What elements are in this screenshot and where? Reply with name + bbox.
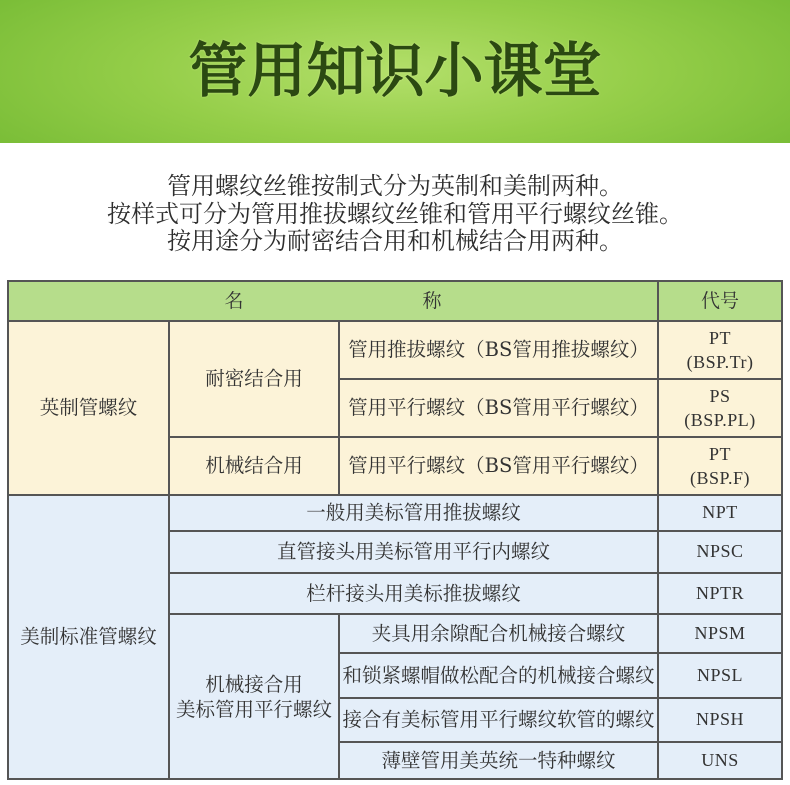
use-line: 美标管用平行螺纹 — [175, 697, 332, 721]
thread-code: UNS — [658, 742, 782, 779]
thread-name: 和锁紧螺帽做松配合的机械接合螺纹 — [339, 653, 658, 698]
thread-name: 接合有美标管用平行螺纹软管的螺纹 — [339, 698, 658, 742]
header-name-cell — [8, 281, 658, 321]
intro-line: 按用途分为耐密结合用和机械结合用两种。 — [167, 227, 623, 255]
thread-code — [658, 321, 782, 379]
thread-code — [658, 379, 782, 437]
header-name-char: 名 — [224, 289, 244, 312]
title-banner — [0, 0, 790, 143]
use-mechanical-american — [169, 614, 339, 779]
code-main: PT — [709, 444, 732, 464]
use-line: 机械接合用 — [205, 672, 303, 696]
thread-name: 管用平行螺纹（BS管用平行螺纹） — [339, 379, 658, 437]
thread-name: 直管接头用美标管用平行内螺纹 — [169, 531, 658, 573]
table-row — [8, 321, 782, 379]
thread-code: NPSL — [658, 653, 782, 698]
category-american: 美制标准管螺纹 — [8, 495, 169, 779]
code-sub: (BSP.Tr) — [686, 352, 754, 372]
thread-code: NPSH — [658, 698, 782, 742]
thread-name: 一般用美标管用推拔螺纹 — [169, 495, 658, 531]
use-mechanical: 机械结合用 — [169, 437, 339, 495]
code-sub: (BSP.F) — [690, 468, 751, 488]
table-row — [8, 495, 782, 531]
thread-name: 薄壁管用美英统一特种螺纹 — [339, 742, 658, 779]
thread-name: 栏杆接头用美标推拔螺纹 — [169, 573, 658, 614]
thread-code: NPSC — [658, 531, 782, 573]
thread-name: 管用平行螺纹（BS管用平行螺纹） — [339, 437, 658, 495]
category-british: 英制管螺纹 — [8, 321, 169, 495]
intro-line: 按样式可分为管用推拔螺纹丝锥和管用平行螺纹丝锥。 — [107, 199, 683, 228]
thread-spec-table — [7, 280, 783, 780]
thread-code: NPSM — [658, 614, 782, 653]
thread-code: NPT — [658, 495, 782, 531]
code-sub: (BSP.PL) — [684, 410, 756, 430]
table-header-row — [8, 281, 782, 321]
thread-code: NPTR — [658, 573, 782, 614]
header-name-label — [9, 290, 657, 313]
page-title: 管用知识小课堂 — [188, 36, 602, 105]
use-sealing: 耐密结合用 — [169, 321, 339, 437]
thread-name: 管用推拔螺纹（BS管用推拔螺纹） — [339, 321, 658, 379]
code-main: PT — [709, 328, 732, 348]
code-main: PS — [709, 386, 731, 406]
thread-name: 夹具用余隙配合机械接合螺纹 — [339, 614, 658, 653]
thread-code — [658, 437, 782, 495]
intro-text — [0, 173, 790, 256]
header-name-char: 称 — [422, 289, 442, 312]
intro-line: 管用螺纹丝锥按制式分为英制和美制两种。 — [167, 172, 623, 200]
header-code-cell: 代号 — [658, 281, 782, 321]
